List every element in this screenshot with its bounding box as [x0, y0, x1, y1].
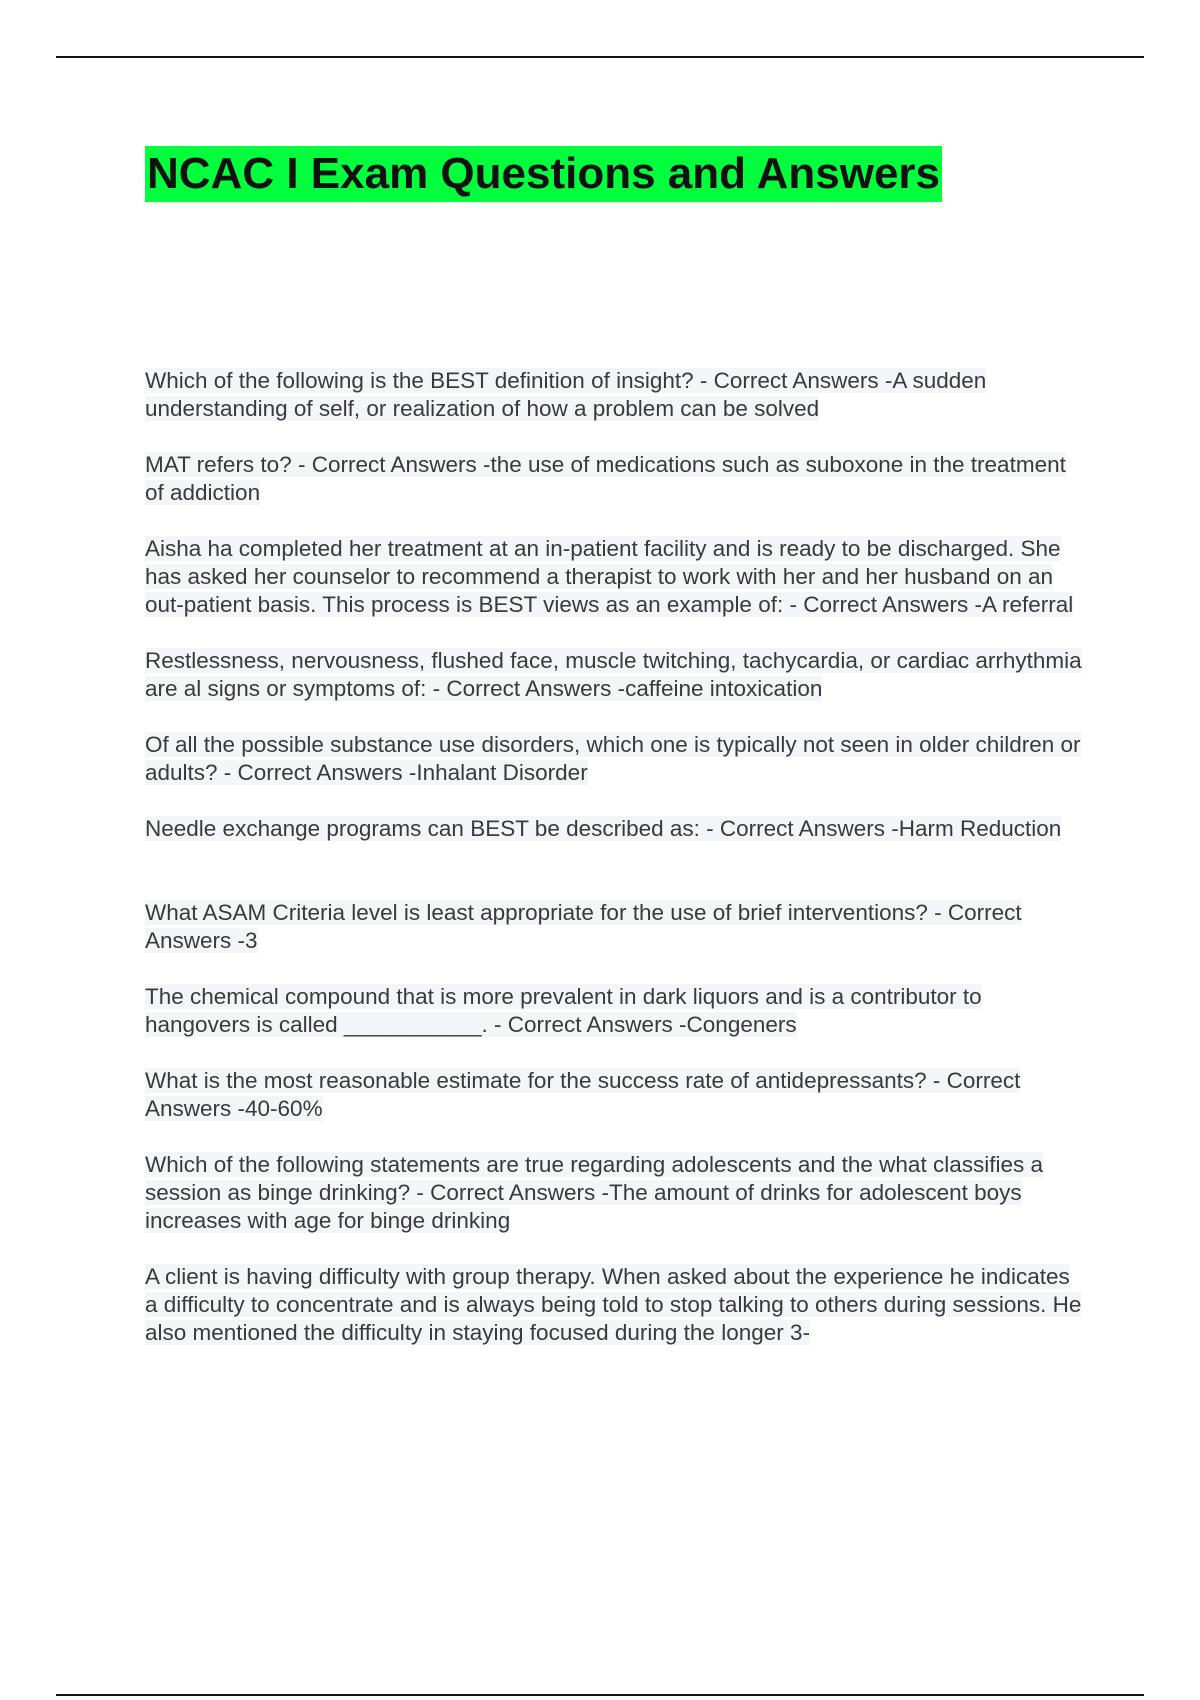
qa-item-text: Restlessness, nervousness, flushed face, muscle twitching, tachycardia, or cardiac arrhythmia are al signs or symptoms of: - Correct Answers -caffeine intoxication — [145, 648, 1082, 701]
qa-item-text: The chemical compound that is more prevalent in dark liquors and is a contributor to hangovers is called ___________. - Correct Answers -Congeners — [145, 984, 982, 1037]
qa-item-text: MAT refers to? - Correct Answers -the use of medications such as suboxone in the treatment of addiction — [145, 452, 1066, 505]
qa-item-text: Needle exchange programs can BEST be described as: - Correct Answers -Harm Reduction — [145, 816, 1062, 841]
qa-item-text: Which of the following is the BEST definition of insight? - Correct Answers -A sudden understanding of self, or realization of how a problem can be solved — [145, 368, 987, 421]
qa-item — [145, 647, 1085, 703]
footer-rule — [56, 1694, 1144, 1696]
qa-item — [145, 731, 1085, 787]
qa-item — [145, 1263, 1085, 1347]
qa-item-text: A client is having difficulty with group therapy. When asked about the experience he indicates a difficulty to concentrate and is always being told to stop talking to others during sessions. He also mentioned the difficulty in staying focused during the longer 3- — [145, 1264, 1082, 1345]
qa-item — [145, 367, 1085, 423]
qa-item-text: Aisha ha completed her treatment at an in-patient facility and is ready to be discharged. She has asked her counselor to recommend a therapist to work with her and her husband on an out-patient basis. This process is BEST views as an example of: - Correct Answers -A referral — [145, 536, 1074, 617]
qa-item — [145, 451, 1085, 507]
qa-list — [145, 367, 1085, 1375]
qa-item — [145, 899, 1085, 955]
qa-item — [145, 535, 1085, 619]
qa-item-text: Of all the possible substance use disorders, which one is typically not seen in older children or adults? - Correct Answers -Inhalant Disorder — [145, 732, 1081, 785]
qa-item — [145, 815, 1085, 843]
header-rule — [56, 56, 1144, 58]
qa-item — [145, 1067, 1085, 1123]
qa-item-text: What ASAM Criteria level is least appropriate for the use of brief interventions? - Correct Answers -3 — [145, 900, 1022, 953]
qa-item-text: What is the most reasonable estimate for the success rate of antidepressants? - Correct Answers -40-60% — [145, 1068, 1021, 1121]
qa-item — [145, 1151, 1085, 1235]
page-title: NCAC I Exam Questions and Answers — [145, 146, 942, 202]
title-block — [145, 146, 942, 202]
qa-item — [145, 983, 1085, 1039]
qa-item-text: Which of the following statements are true regarding adolescents and the what classifies a session as binge drinking? - Correct Answers -The amount of drinks for adolescent boys increases with age for binge drinking — [145, 1152, 1043, 1233]
